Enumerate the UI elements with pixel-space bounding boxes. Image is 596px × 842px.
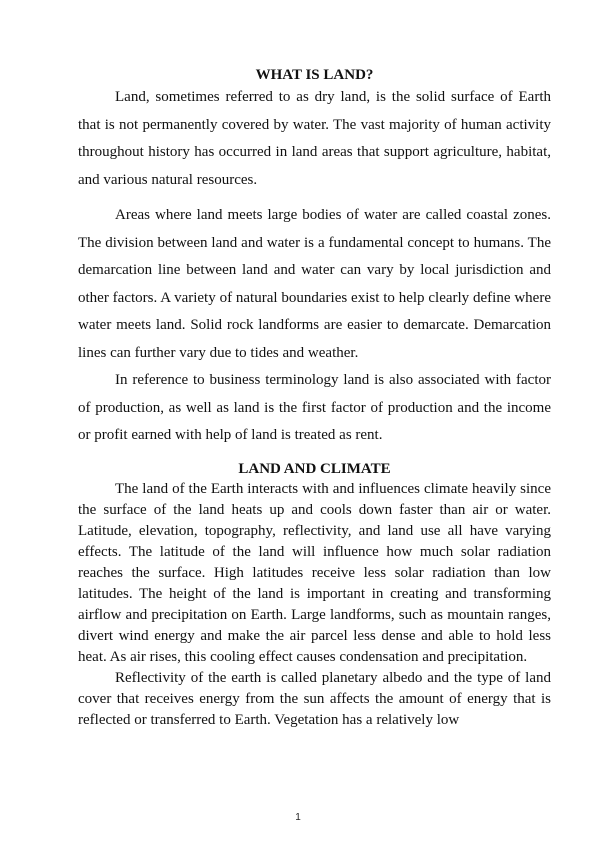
section-heading: LAND AND CLIMATE (238, 460, 391, 477)
section-heading: WHAT IS LAND? (255, 67, 374, 83)
paragraph: Reflectivity of the earth is called planetary albedo and the type of land cover that receives energy from the sun affects the amount of energy that is reflected or transferred to Earth. Vegetation has a relatively low (78, 669, 551, 728)
paragraph: The land of the Earth interacts with and influences climate heavily since the surface of the land heats up and cools down faster than air or water. Latitude, elevation, topography, reflectivity, and land use all have varying effects. The latitude of the land will influence how much solar radiation reaches the surface. High latitudes receive less solar radiation than low latitudes. The height of the land is important in creating and transforming airflow and precipitation on Earth. Large landforms, such as mountain ranges, divert wind energy and make the air parcel less dense and able to hold less heat. As air rises, this cooling effect causes condensation and precipitation. (78, 480, 551, 665)
section-what-is-land (78, 66, 551, 450)
paragraph: Land, sometimes referred to as dry land, is the solid surface of Earth that is not permanently covered by water. The vast majority of human activity throughout history has occurred in land areas that support agriculture, habitat, and various natural resources. (78, 89, 551, 188)
page-number: 1 (295, 812, 301, 823)
paragraph: In reference to business terminology land is also associated with factor of production, as well as land is the first factor of production and the income or profit earned with help of land is treated as rent. (78, 372, 551, 443)
paragraph: Areas where land meets large bodies of water are called coastal zones. The division between land and water is a fundamental concept to humans. The demarcation line between land and water can vary by local jurisdiction and other factors. A variety of natural boundaries exist to help clearly define where water meets land. Solid rock landforms are easier to demarcate. Demarcation lines can further vary due to tides and weather. (78, 207, 551, 361)
page-content (78, 66, 551, 731)
section-land-and-climate (78, 460, 551, 731)
